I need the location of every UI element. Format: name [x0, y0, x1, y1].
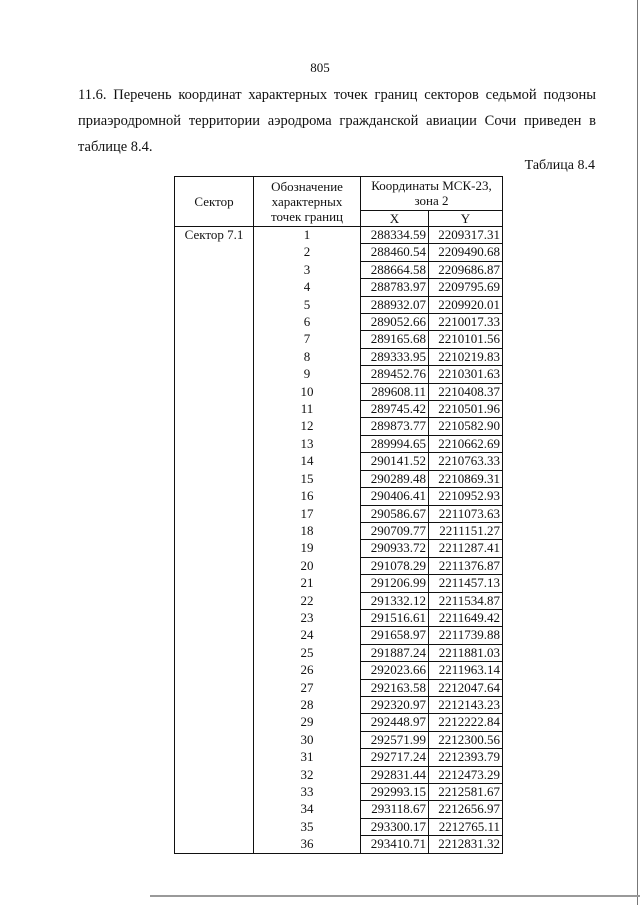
cell-sector [175, 331, 254, 348]
cell-y: 2211649.42 [429, 609, 503, 626]
cell-point: 24 [254, 627, 361, 644]
cell-sector [175, 818, 254, 835]
cell-y: 2209920.01 [429, 296, 503, 313]
cell-sector [175, 244, 254, 261]
cell-point: 11 [254, 401, 361, 418]
cell-point: 4 [254, 279, 361, 296]
table-row [175, 627, 503, 644]
header-sector: Сектор [175, 177, 254, 227]
cell-y: 2212765.11 [429, 818, 503, 835]
cell-y: 2210582.90 [429, 418, 503, 435]
cell-point: 18 [254, 522, 361, 539]
cell-sector [175, 696, 254, 713]
cell-x: 290933.72 [361, 540, 429, 557]
header-point: Обозначение характерных точек границ [254, 177, 361, 227]
cell-point: 7 [254, 331, 361, 348]
cell-x: 290289.48 [361, 470, 429, 487]
page-number: 805 [310, 60, 330, 75]
table-row [175, 731, 503, 748]
cell-x: 291658.97 [361, 627, 429, 644]
table-row [175, 418, 503, 435]
cell-x: 288783.97 [361, 279, 429, 296]
cell-sector [175, 609, 254, 626]
cell-y: 2210408.37 [429, 383, 503, 400]
table-row [175, 261, 503, 278]
cell-point: 5 [254, 296, 361, 313]
cell-sector [175, 418, 254, 435]
table-row [175, 679, 503, 696]
cell-point: 15 [254, 470, 361, 487]
cell-y: 2210017.33 [429, 314, 503, 331]
cell-point: 25 [254, 644, 361, 661]
table-row [175, 696, 503, 713]
cell-y: 2209686.87 [429, 261, 503, 278]
cell-y: 2210219.83 [429, 348, 503, 365]
table-row [175, 592, 503, 609]
cell-point: 23 [254, 609, 361, 626]
cell-y: 2212300.56 [429, 731, 503, 748]
header-x: X [361, 210, 429, 226]
cell-x: 290586.67 [361, 505, 429, 522]
cell-point: 22 [254, 592, 361, 609]
cell-sector [175, 766, 254, 783]
cell-point: 20 [254, 557, 361, 574]
table-row [175, 470, 503, 487]
cell-x: 292448.97 [361, 714, 429, 731]
cell-y: 2210501.96 [429, 401, 503, 418]
cell-sector [175, 470, 254, 487]
cell-point: 30 [254, 731, 361, 748]
cell-x: 293410.71 [361, 836, 429, 853]
cell-x: 291078.29 [361, 557, 429, 574]
cell-x: 289333.95 [361, 348, 429, 365]
cell-sector [175, 296, 254, 313]
table-row [175, 279, 503, 296]
cell-point: 2 [254, 244, 361, 261]
cell-point: 36 [254, 836, 361, 853]
cell-x: 289745.42 [361, 401, 429, 418]
cell-point: 21 [254, 575, 361, 592]
cell-x: 291206.99 [361, 575, 429, 592]
coordinates-table [174, 176, 503, 854]
cell-y: 2212831.32 [429, 836, 503, 853]
cell-sector [175, 644, 254, 661]
cell-x: 292320.97 [361, 696, 429, 713]
cell-x: 292831.44 [361, 766, 429, 783]
cell-point: 12 [254, 418, 361, 435]
cell-sector [175, 801, 254, 818]
cell-x: 292993.15 [361, 784, 429, 801]
cell-sector [175, 279, 254, 296]
cell-point: 13 [254, 435, 361, 452]
cell-point: 33 [254, 784, 361, 801]
cell-sector [175, 435, 254, 452]
cell-x: 290406.41 [361, 488, 429, 505]
cell-point: 16 [254, 488, 361, 505]
table-row [175, 836, 503, 853]
cell-point: 26 [254, 662, 361, 679]
table-row [175, 644, 503, 661]
table-row [175, 818, 503, 835]
table-row [175, 784, 503, 801]
cell-x: 291887.24 [361, 644, 429, 661]
cell-y: 2210763.33 [429, 453, 503, 470]
cell-sector [175, 627, 254, 644]
cell-point: 35 [254, 818, 361, 835]
cell-sector [175, 505, 254, 522]
cell-point: 8 [254, 348, 361, 365]
header-y: Y [429, 210, 503, 226]
cell-sector [175, 784, 254, 801]
table-row [175, 383, 503, 400]
cell-y: 2210301.63 [429, 366, 503, 383]
cell-y: 2211534.87 [429, 592, 503, 609]
table-row [175, 366, 503, 383]
cell-x: 291332.12 [361, 592, 429, 609]
cell-x: 292571.99 [361, 731, 429, 748]
table-row [175, 314, 503, 331]
cell-point: 27 [254, 679, 361, 696]
cell-point: 19 [254, 540, 361, 557]
cell-x: 288334.59 [361, 227, 429, 244]
table-row [175, 505, 503, 522]
table-row [175, 609, 503, 626]
cell-y: 2211457.13 [429, 575, 503, 592]
cell-y: 2209490.68 [429, 244, 503, 261]
cell-point: 29 [254, 714, 361, 731]
cell-point: 10 [254, 383, 361, 400]
cell-y: 2212581.67 [429, 784, 503, 801]
cell-point: 1 [254, 227, 361, 244]
table-row [175, 540, 503, 557]
cell-x: 289873.77 [361, 418, 429, 435]
table-caption: Таблица 8.4 [524, 158, 595, 173]
cell-y: 2210952.93 [429, 488, 503, 505]
cell-x: 293300.17 [361, 818, 429, 835]
cell-x: 289052.66 [361, 314, 429, 331]
header-coords: Координаты МСК-23, зона 2 [361, 177, 503, 211]
cell-x: 289452.76 [361, 366, 429, 383]
cell-y: 2211073.63 [429, 505, 503, 522]
cell-y: 2212222.84 [429, 714, 503, 731]
cell-point: 31 [254, 749, 361, 766]
cell-sector [175, 575, 254, 592]
cell-sector [175, 714, 254, 731]
cell-sector [175, 836, 254, 853]
cell-x: 289165.68 [361, 331, 429, 348]
table-row [175, 557, 503, 574]
cell-y: 2212656.97 [429, 801, 503, 818]
cell-y: 2211881.03 [429, 644, 503, 661]
cell-y: 2211963.14 [429, 662, 503, 679]
cell-sector [175, 731, 254, 748]
cell-point: 6 [254, 314, 361, 331]
table-row [175, 714, 503, 731]
cell-sector [175, 522, 254, 539]
cell-y: 2211376.87 [429, 557, 503, 574]
cell-point: 9 [254, 366, 361, 383]
table-row [175, 766, 503, 783]
cell-y: 2211151.27 [429, 522, 503, 539]
cell-sector: Сектор 7.1 [175, 227, 254, 244]
coordinates-body [175, 227, 503, 854]
cell-y: 2209317.31 [429, 227, 503, 244]
table-row [175, 575, 503, 592]
cell-x: 288460.54 [361, 244, 429, 261]
table-row [175, 227, 503, 244]
cell-y: 2211287.41 [429, 540, 503, 557]
cell-y: 2210869.31 [429, 470, 503, 487]
cell-point: 34 [254, 801, 361, 818]
cell-y: 2210101.56 [429, 331, 503, 348]
intro-paragraph: 11.6. Перечень координат характерных точек границ секторов седьмой подзоны приаэродромной территории аэродрома гражданской авиации Сочи приведен в таблице 8.4. [78, 87, 596, 155]
table-row [175, 801, 503, 818]
cell-x: 291516.61 [361, 609, 429, 626]
cell-y: 2212393.79 [429, 749, 503, 766]
cell-sector [175, 662, 254, 679]
table-row [175, 331, 503, 348]
table-row [175, 453, 503, 470]
cell-point: 17 [254, 505, 361, 522]
cell-x: 290709.77 [361, 522, 429, 539]
cell-sector [175, 314, 254, 331]
cell-x: 288664.58 [361, 261, 429, 278]
cell-x: 290141.52 [361, 453, 429, 470]
cell-sector [175, 261, 254, 278]
cell-x: 292163.58 [361, 679, 429, 696]
cell-x: 288932.07 [361, 296, 429, 313]
cell-y: 2212047.64 [429, 679, 503, 696]
table-row [175, 522, 503, 539]
cell-sector [175, 401, 254, 418]
cell-sector [175, 679, 254, 696]
cell-sector [175, 749, 254, 766]
cell-y: 2211739.88 [429, 627, 503, 644]
table-row [175, 401, 503, 418]
cell-sector [175, 592, 254, 609]
cell-x: 292023.66 [361, 662, 429, 679]
table-row [175, 244, 503, 261]
table-row [175, 662, 503, 679]
cell-y: 2212143.23 [429, 696, 503, 713]
page-bottom-line [150, 895, 640, 897]
cell-point: 28 [254, 696, 361, 713]
cell-sector [175, 540, 254, 557]
cell-sector [175, 366, 254, 383]
table-row [175, 749, 503, 766]
cell-point: 32 [254, 766, 361, 783]
cell-y: 2212473.29 [429, 766, 503, 783]
cell-sector [175, 453, 254, 470]
cell-x: 289994.65 [361, 435, 429, 452]
cell-sector [175, 348, 254, 365]
table-row [175, 296, 503, 313]
cell-y: 2209795.69 [429, 279, 503, 296]
cell-sector [175, 557, 254, 574]
table-row [175, 348, 503, 365]
table-row [175, 435, 503, 452]
cell-sector [175, 383, 254, 400]
cell-y: 2210662.69 [429, 435, 503, 452]
table-row [175, 488, 503, 505]
cell-x: 293118.67 [361, 801, 429, 818]
cell-point: 3 [254, 261, 361, 278]
cell-sector [175, 488, 254, 505]
cell-x: 289608.11 [361, 383, 429, 400]
cell-point: 14 [254, 453, 361, 470]
cell-x: 292717.24 [361, 749, 429, 766]
page-edge-line [637, 0, 638, 905]
